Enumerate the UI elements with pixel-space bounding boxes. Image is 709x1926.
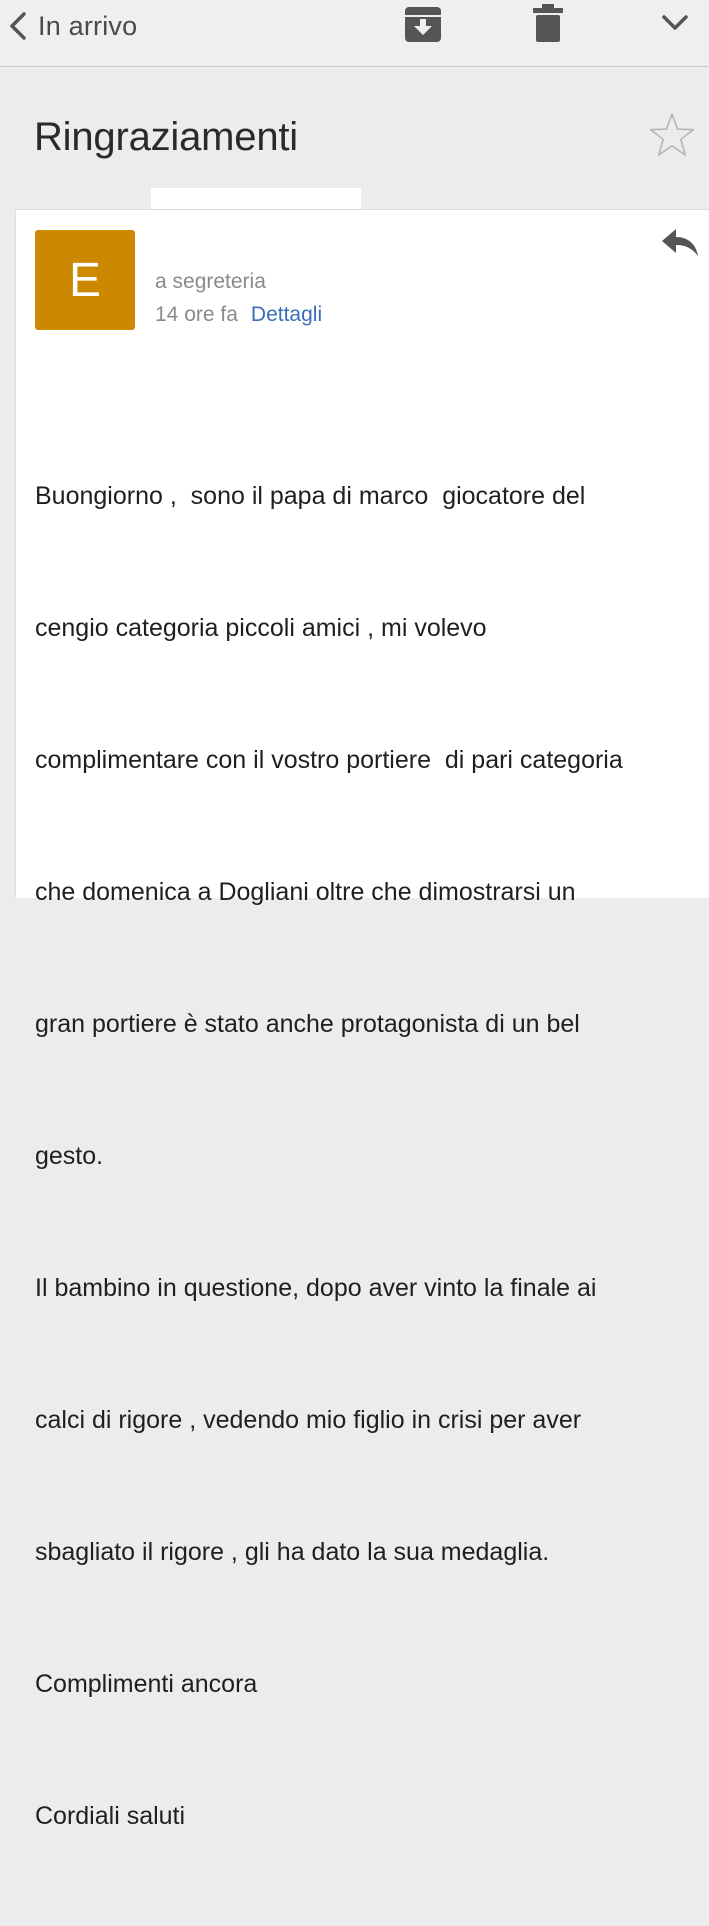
message-meta [155, 303, 322, 327]
top-toolbar [0, 0, 708, 67]
body-line: gran portiere è stato anche protagonista di un bel [35, 1010, 580, 1038]
body-line: Cordiali saluti [35, 1802, 186, 1830]
chevron-down-icon [658, 8, 692, 38]
archive-button[interactable] [403, 4, 443, 44]
body-line: complimentare con il vostro portiere di pari categoria [35, 746, 623, 774]
more-options-button[interactable] [658, 8, 692, 38]
back-label: In arrivo [38, 10, 138, 41]
star-button[interactable] [648, 112, 696, 163]
message-body [35, 386, 705, 1926]
delete-button[interactable] [530, 4, 566, 44]
sender-initial: E [68, 253, 101, 307]
body-line: cengio categoria piccoli amici , mi volevo [35, 614, 487, 642]
details-link[interactable]: Dettagli [250, 303, 323, 326]
trash-icon [530, 4, 566, 44]
message-card [15, 209, 709, 1830]
reply-button[interactable] [660, 226, 700, 265]
recipient-line: a segreteria [155, 270, 266, 293]
body-line: Buongiorno , sono il papa di marco giocatore del [35, 482, 586, 510]
body-line: gesto. [35, 1142, 104, 1170]
back-button[interactable] [6, 6, 137, 46]
reply-icon [660, 247, 700, 264]
email-subject: Ringraziamenti [34, 115, 298, 159]
star-outline-icon [648, 145, 696, 162]
body-line: Il bambino in questione, dopo aver vinto la finale ai [35, 1274, 597, 1302]
body-line: che domenica a Dogliani oltre che dimostrarsi un [35, 878, 576, 906]
body-line: sbagliato il rigore , gli ha dato la sua medaglia. [35, 1538, 550, 1566]
chevron-left-icon [6, 6, 32, 46]
body-line: Complimenti ancora [35, 1670, 258, 1698]
timestamp: 14 ore fa [155, 303, 238, 326]
archive-icon [403, 4, 443, 44]
body-line: calci di rigore , vedendo mio figlio in crisi per aver [35, 1406, 582, 1434]
sender-avatar [35, 230, 135, 330]
